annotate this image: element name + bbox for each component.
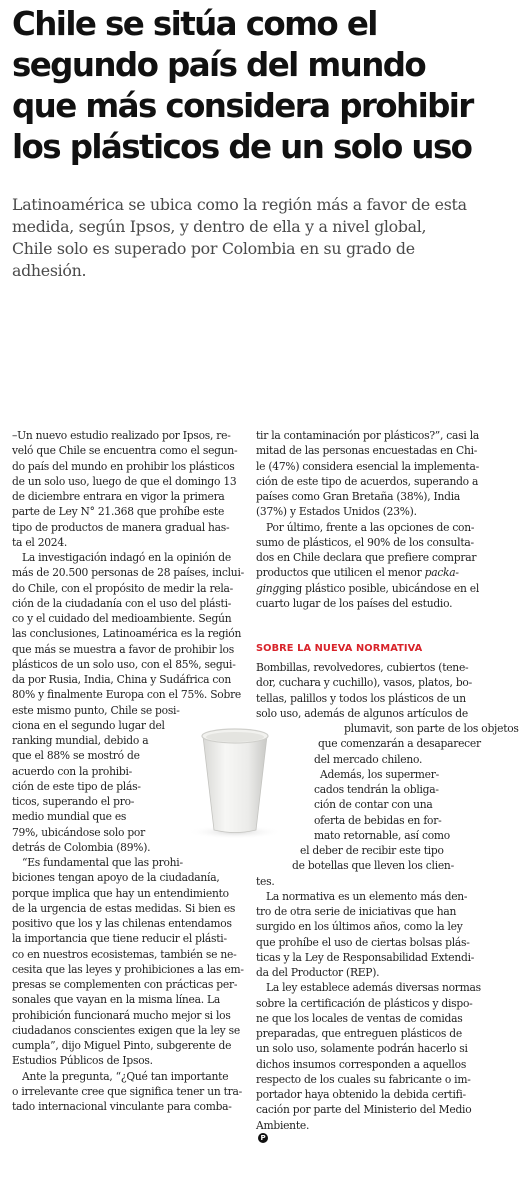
col2-line: tir la contaminación por plásticos?”, casi la (256, 429, 480, 442)
lead-line: Latinoamérica se ubica como la región más a favor de esta (12, 195, 467, 214)
col1-line: Estudios Públicos de Ipsos. (12, 1054, 153, 1068)
col1-line: –Un nuevo estudio realizado por Ipsos, re- (12, 429, 231, 442)
col1-line: de diciembre entrara en vigor la primera (12, 490, 225, 503)
italic-word: packa- (424, 566, 459, 580)
headline-line: los plásticos de un solo uso (12, 128, 472, 166)
col1-line: do Chile, con el propósito de medir la rela- (12, 581, 234, 595)
col2-line: plumavit, son parte de los objetos (344, 722, 519, 735)
col1-line: tipo de productos de manera gradual has- (12, 520, 230, 534)
col2-line: tro de otra serie de iniciativas que han (256, 905, 457, 918)
col1-line: ta el 2024. (12, 535, 68, 549)
article-column-2 (256, 428, 479, 611)
col2-line-with-italic (256, 581, 479, 596)
col2-line: un solo uso, solamente podrán hacerlo si (256, 1042, 468, 1056)
lead-paragraph (12, 194, 490, 282)
col2-line: de botellas que lleven los clien- (292, 859, 454, 873)
col2-line: el deber de recibir este tipo (300, 844, 444, 857)
col1-line: acuerdo con la prohibi- (12, 764, 133, 778)
lead-line: adhesión. (12, 261, 87, 280)
col2-line: que comenzarán a desaparecer (318, 737, 481, 751)
col1-line: da por Rusia, India, China y Sudáfrica con (12, 673, 231, 686)
col1-line: tado internacional vinculante para comba- (12, 1100, 232, 1113)
col2-line-final (256, 1118, 519, 1143)
col2-line: tellas, palillos y todos los plásticos de un (256, 691, 466, 705)
lead-line: Chile solo es superado por Colombia en su grado de (12, 239, 415, 258)
col1-line: co y el cuidado del medioambiente. Según (12, 612, 232, 625)
col2-line: ción de contar con una (314, 798, 433, 812)
col1-line: ranking mundial, debido a (12, 734, 149, 747)
col1-line: este mismo punto, Chile se posi- (12, 703, 180, 717)
col1-line: las conclusiones, Latinoamérica es la región (12, 627, 242, 641)
col2-line: cuarto lugar de los países del estudio. (256, 596, 453, 610)
col2-line: países como Gran Bretaña (38%), India (256, 490, 460, 503)
col1-line: 80% y finalmente Europa con el 75%. Sobre (12, 688, 242, 702)
col2-line: ne que los locales de ventas de comidas (256, 1011, 463, 1025)
col1-line: de un solo uso, luego de que el domingo 13 (12, 474, 237, 488)
col2-line: dor, cuchara y cuchillo), vasos, platos, bo- (256, 676, 472, 690)
col2-line: ticas y la Ley de Responsabilidad Extendi- (256, 950, 475, 964)
col1-line: positivo que los y las chilenas entendamos (12, 917, 232, 930)
col1-line: ción de la ciudadanía con el uso del plásti- (12, 596, 232, 610)
col2-line: Bombillas, revolvedores, cubiertos (tene- (256, 661, 469, 674)
col2-line: respecto de los cuales su fabricante o im- (256, 1072, 471, 1086)
col1-line: detrás de Colombia (89%). (12, 840, 151, 854)
end-of-article-icon: P (258, 1133, 268, 1143)
col2-line: dichos insumos corresponden a aquellos (256, 1057, 467, 1071)
col2-line: del mercado chileno. (314, 752, 423, 766)
col1-line: cumpla”, dijo Miguel Pinto, subgerente de (12, 1039, 232, 1052)
col2-line: tes. (256, 874, 275, 888)
col1-line: de la urgencia de estas medidas. Si bien es (12, 901, 236, 915)
col1-line: plásticos de un solo uso, con el 85%, segui- (12, 657, 236, 671)
col2-line: (37%) y Estados Unidos (23%). (256, 505, 417, 519)
col1-line: prohibición funcionará mucho mejor si los (12, 1008, 231, 1022)
col1-line: co en nuestros ecosistemas, también se ne- (12, 947, 237, 961)
col2-line-text: Ambiente. (256, 1118, 310, 1132)
col1-line: cesita que las leyes y prohibiciones a las em- (12, 962, 244, 976)
col1-line: que más se muestra a favor de prohibir los (12, 642, 234, 656)
col1-line: sonales que vayan en la misma línea. La (12, 993, 221, 1007)
col2-line: cados tendrán la obliga- (314, 783, 439, 796)
col2-line: La ley establece además diversas normas (266, 981, 481, 995)
col2-line: portador haya obtenido la debida certifi- (256, 1088, 466, 1101)
col1-line: 79%, ubicándose solo por (12, 825, 145, 839)
col1-line: la importancia que tiene reducir el plásti- (12, 932, 227, 946)
col1-line: “Es fundamental que las prohi- (22, 856, 183, 869)
col1-line: veló que Chile se encuentra como el segun- (12, 444, 238, 458)
col2-line: mato retornable, así como (314, 828, 450, 842)
col2-line: ción de este tipo de acuerdos, superando a (256, 474, 479, 488)
col2-line: sumo de plásticos, el 90% de los consulta- (256, 535, 474, 549)
paper-cup-image (155, 720, 315, 844)
col2-line: solo uso, además de algunos artículos de (256, 706, 468, 720)
col1-line: que el 88% se mostró de (12, 749, 140, 763)
col2-line: preparadas, que entreguen plásticos de (256, 1027, 462, 1040)
italic-word: ging (256, 581, 279, 595)
col1-line: porque implica que hay un entendimiento (12, 886, 229, 900)
col2-line: La normativa es un elemento más den- (266, 889, 468, 903)
col2-line: oferta de bebidas en for- (314, 813, 442, 827)
section-subhead: SOBRE LA NUEVA NORMATIVA (256, 643, 423, 654)
headline-line: que más considera prohibir (12, 87, 473, 125)
headline (12, 4, 490, 168)
col1-line: o irrelevante cree que significa tener un tra- (12, 1084, 242, 1098)
col2-line: cación por parte del Ministerio del Medio (256, 1103, 472, 1117)
col1-line: biciones tengan apoyo de la ciudadanía, (12, 871, 220, 885)
col1-line: ción de este tipo de plás- (12, 779, 141, 793)
col1-line: ciudadanos conscientes exigen que la ley se (12, 1023, 240, 1037)
col1-line: Ante la pregunta, “¿Qué tan importante (22, 1069, 229, 1083)
col1-line: ciona en el segundo lugar del (12, 718, 165, 732)
col2-line: surgido en los últimos años, como la ley (256, 920, 463, 934)
col1-line: medio mundial que es (12, 810, 127, 824)
col1-line: parte de Ley N° 21.368 que prohíbe este (12, 505, 225, 519)
col2-line-text: productos que utilicen el menor (256, 566, 422, 580)
col1-line: do país del mundo en prohibir los plásticos (12, 459, 235, 473)
col2-line: le (47%) considera esencial la implementa- (256, 459, 479, 473)
col2-line: que prohíbe el uso de ciertas bolsas plás- (256, 935, 470, 949)
col2-line-with-italic (256, 565, 479, 580)
col2-line-text: ging plástico posible, ubicándose en el (278, 581, 480, 595)
col1-line: presas se complementen con prácticas per- (12, 978, 238, 991)
headline-line: segundo país del mundo (12, 46, 426, 84)
col1-line: ticos, superando el pro- (12, 795, 135, 808)
col2-line: mitad de las personas encuestadas en Chi- (256, 444, 478, 458)
col2-line: da del Productor (REP). (256, 966, 380, 979)
col2-line: dos en Chile declara que prefiere comprar (256, 551, 477, 564)
col2-line: Por último, frente a las opciones de con- (266, 520, 475, 534)
lead-line: medida, según Ipsos, y dentro de ella y a nivel global, (12, 217, 427, 236)
col2-line: sobre la certificación de plásticos y dispo- (256, 996, 473, 1010)
headline-line: Chile se sitúa como el (12, 5, 377, 43)
col2-line: Además, los supermer- (320, 767, 439, 781)
col1-line: La investigación indagó en la opinión de (22, 551, 231, 564)
col1-line: más de 20.500 personas de 28 países, inclui- (12, 566, 244, 580)
